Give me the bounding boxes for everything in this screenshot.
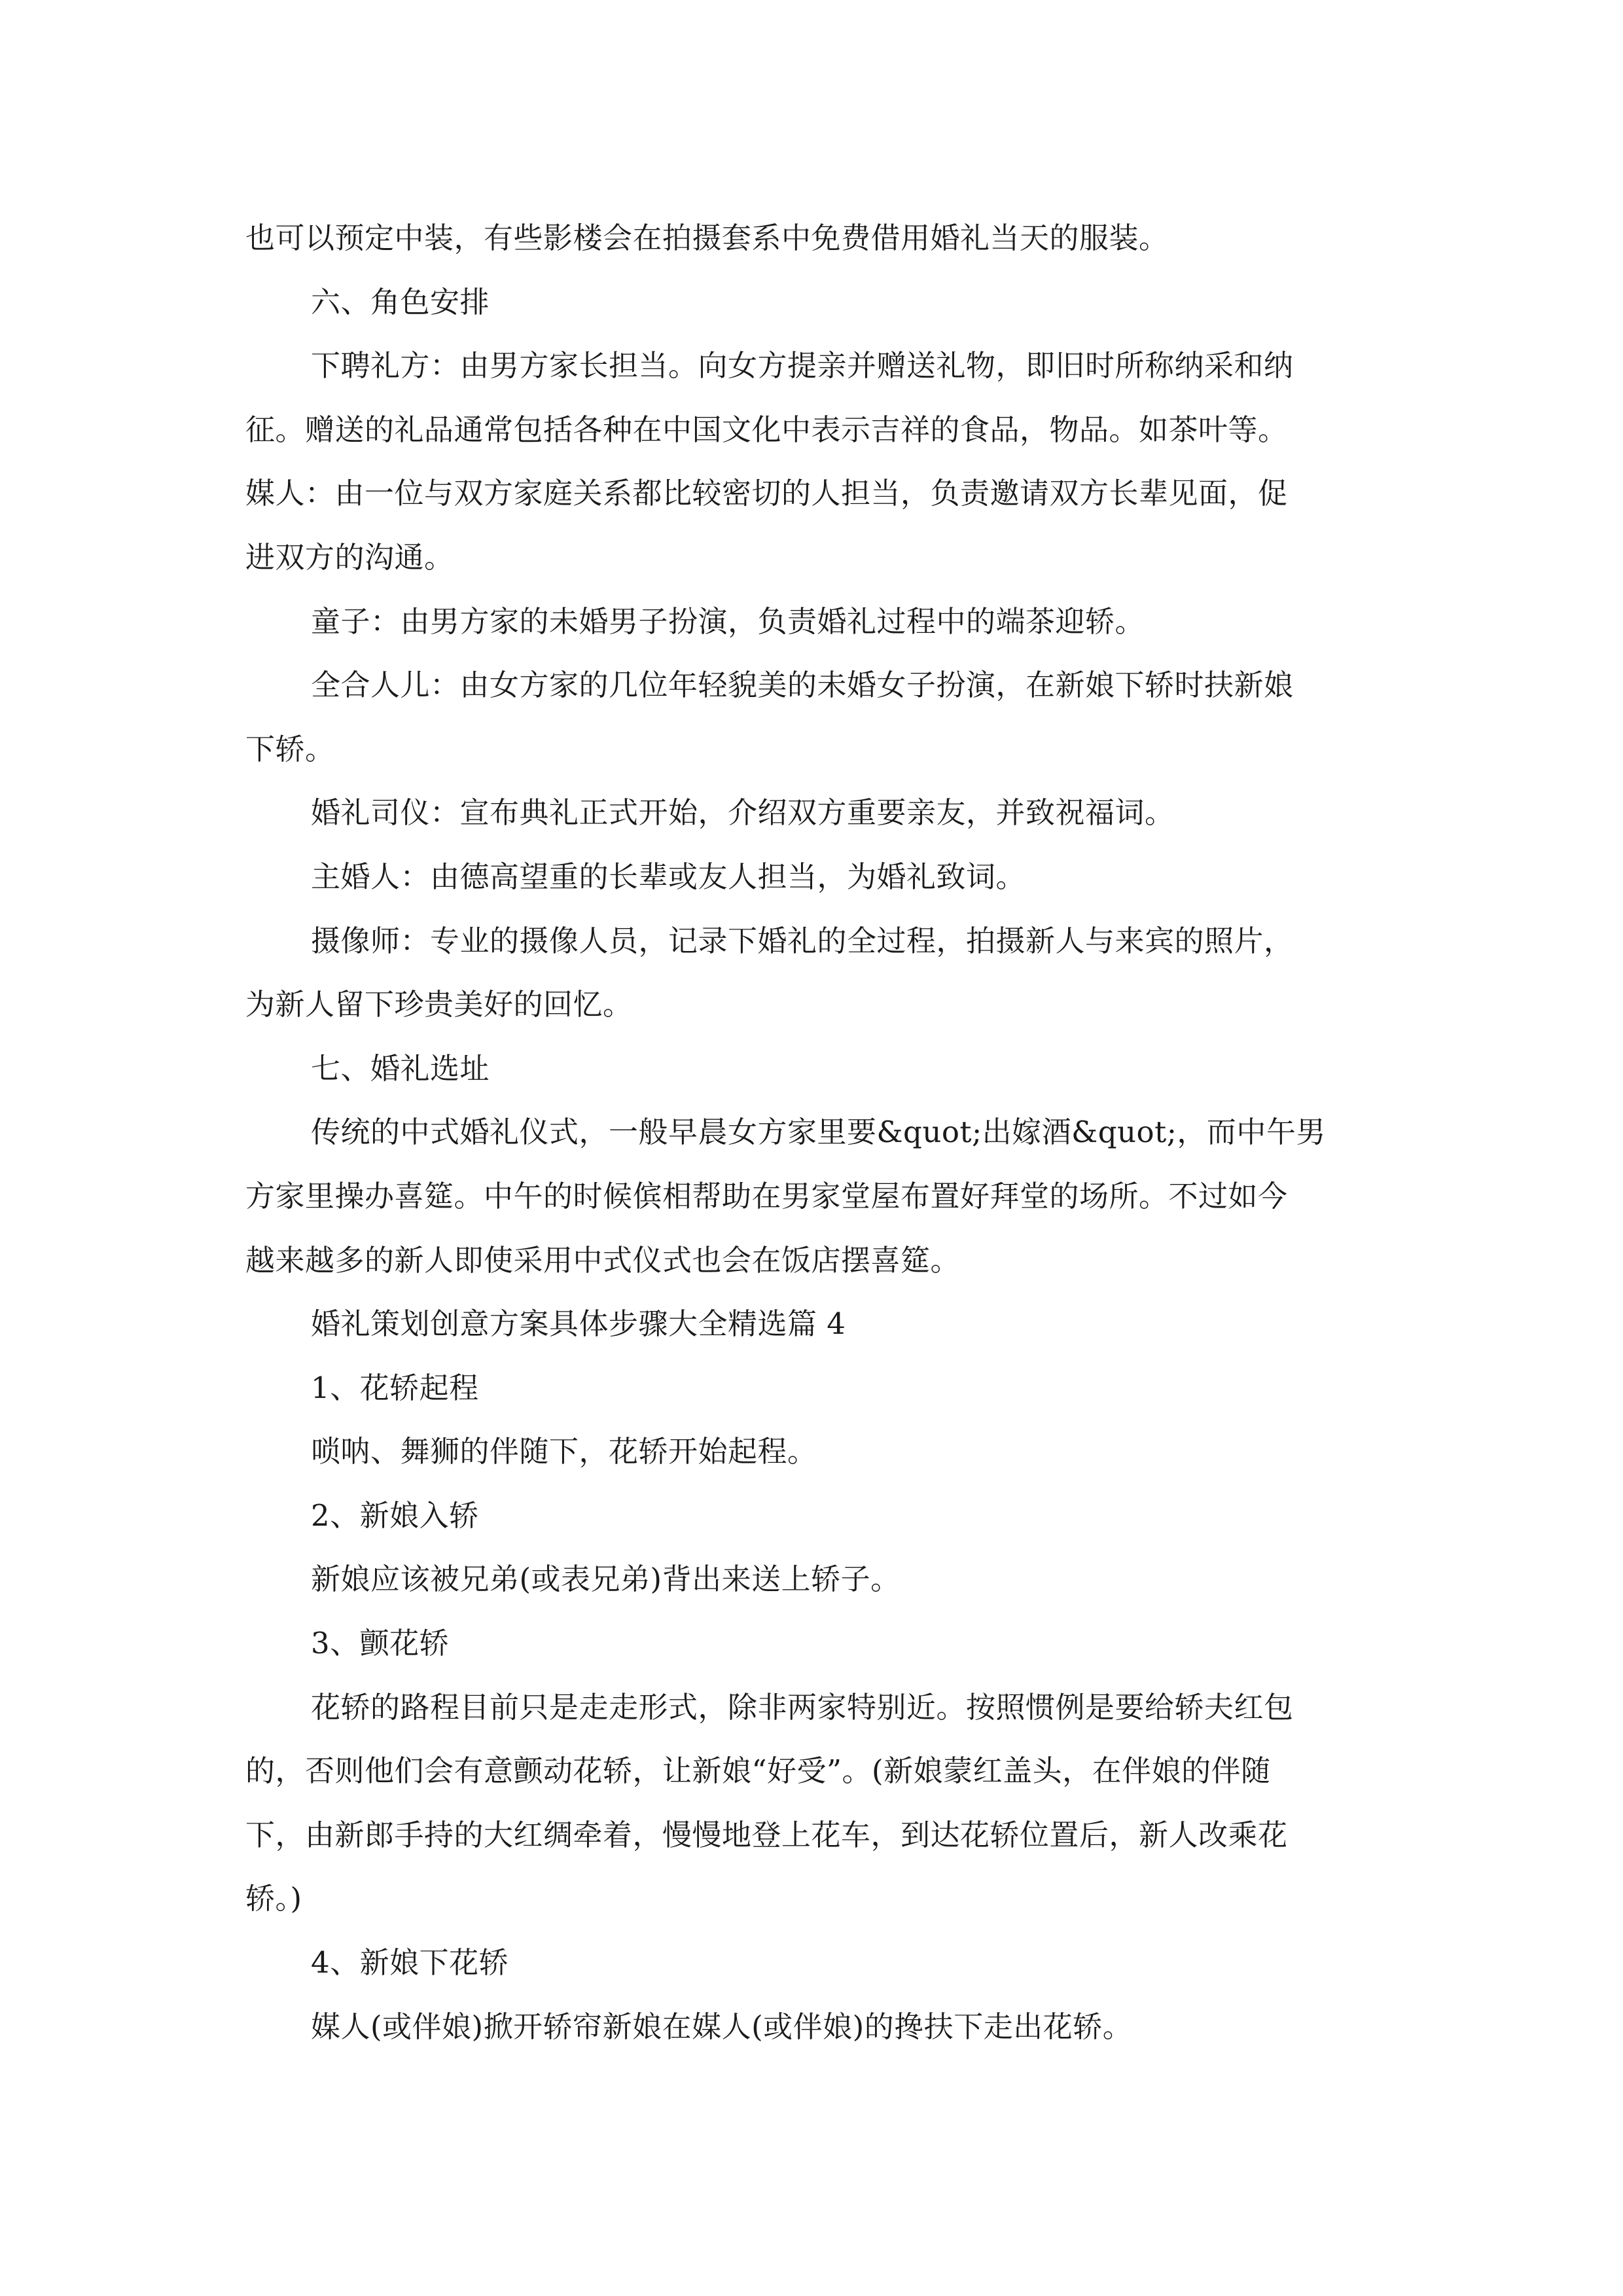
document-page (245, 206, 1387, 2058)
text-line: 方家里操办喜筵。中午的时候傧相帮助在男家堂屋布置好拜堂的场所。不过如今 (245, 1178, 1288, 1213)
text-line: 征。赠送的礼品通常包括各种在中国文化中表示吉祥的食品，物品。如茶叶等。 (245, 412, 1288, 447)
text-line: 为新人留下珍贵美好的回忆。 (245, 987, 633, 1022)
text-line: 媒人(或伴娘)掀开轿帘新娘在媒人(或伴娘)的搀扶下走出花轿。 (311, 2009, 1133, 2044)
text-line: 新娘应该被兄弟(或表兄弟)背出来送上轿子。 (311, 1562, 901, 1597)
text-line: 唢呐、舞狮的伴随下，花轿开始起程。 (311, 1434, 817, 1469)
text-line: 传统的中式婚礼仪式，一般早晨女方家里要&quot;出嫁酒&quot;，而中午男 (311, 1115, 1326, 1150)
section-heading-venue: 七、婚礼选址 (311, 1050, 490, 1086)
section-heading-roles: 六、角色安排 (311, 284, 490, 319)
text-line: 摄像师：专业的摄像人员，记录下婚礼的全过程，拍摄新人与来宾的照片， (311, 923, 1294, 958)
step-heading: 1、花轿起程 (311, 1370, 479, 1405)
step-heading: 3、颤花轿 (311, 1626, 450, 1661)
text-line: 的，否则他们会有意颤动花轿，让新娘“好受”。(新娘蒙红盖头，在伴娘的伴随 (245, 1753, 1271, 1789)
article-title: 婚礼策划创意方案具体步骤大全精选篇 4 (311, 1306, 846, 1342)
text-line: 进双方的沟通。 (245, 539, 454, 575)
text-line: 花轿的路程目前只是走走形式，除非两家特别近。按照惯例是要给轿夫红包 (311, 1689, 1294, 1725)
text-line: 下，由新郎手持的大红绸牵着，慢慢地登上花车，到达花轿位置后，新人改乘花 (245, 1817, 1288, 1852)
step-heading: 2、新娘入轿 (311, 1498, 479, 1533)
text-line: 婚礼司仪：宣布典礼正式开始，介绍双方重要亲友，并致祝福词。 (311, 795, 1175, 831)
text-line: 主婚人：由德高望重的长辈或友人担当，为婚礼致词。 (311, 859, 1026, 894)
text-line: 媒人：由一位与双方家庭关系都比较密切的人担当，负责邀请双方长辈见面，促 (245, 476, 1288, 511)
text-line: 下聘礼方：由男方家长担当。向女方提亲并赠送礼物，即旧时所称纳采和纳 (311, 348, 1294, 384)
text-line: 越来越多的新人即使采用中式仪式也会在饭店摆喜筵。 (245, 1242, 961, 1278)
text-line: 童子：由男方家的未婚男子扮演，负责婚礼过程中的端茶迎轿。 (311, 603, 1145, 639)
text-line: 轿。) (245, 1881, 302, 1916)
text-line: 全合人儿：由女方家的几位年轻貌美的未婚女子扮演，在新娘下轿时扶新娘 (311, 668, 1294, 703)
text-line: 也可以预定中装，有些影楼会在拍摄套系中免费借用婚礼当天的服装。 (245, 221, 1169, 255)
step-heading: 4、新娘下花轿 (311, 1945, 509, 1981)
text-line: 下轿。 (245, 731, 335, 766)
